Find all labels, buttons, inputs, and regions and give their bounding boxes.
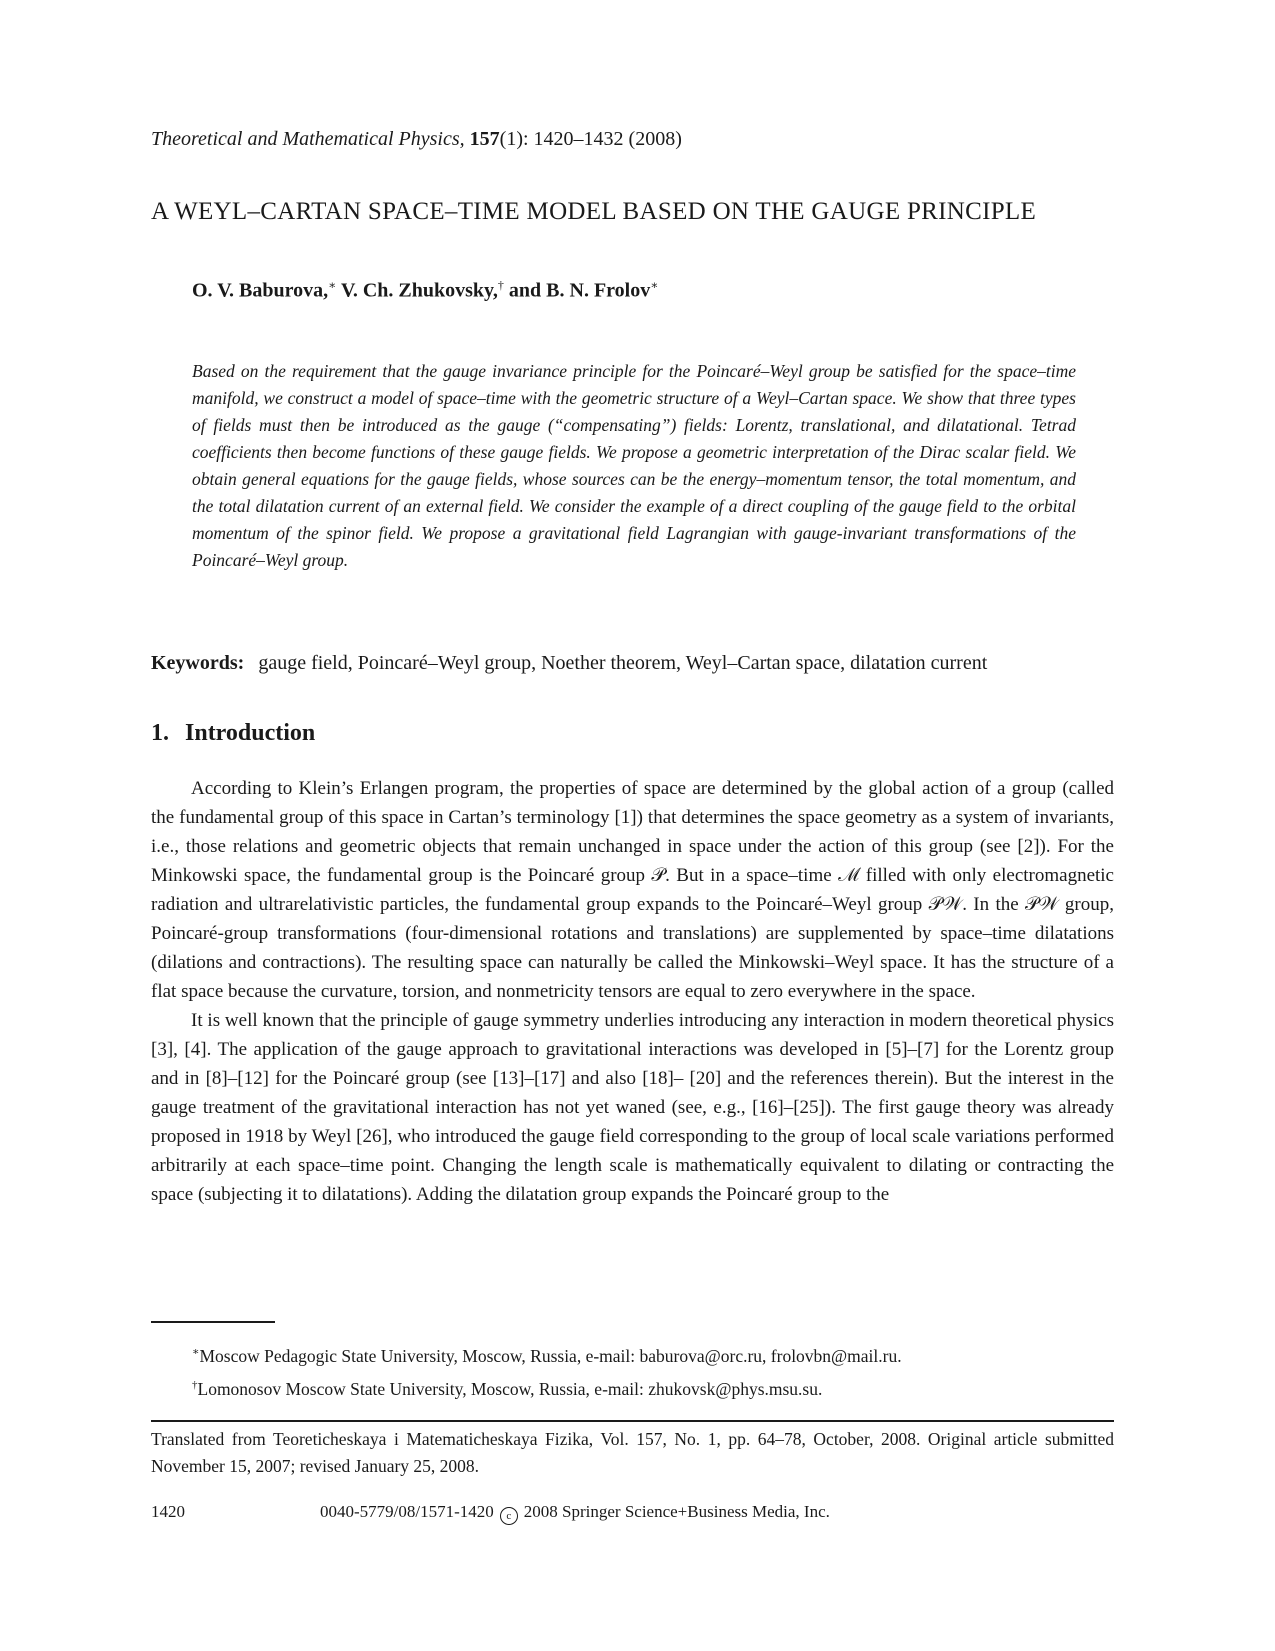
- author-name: O. V. Baburova,: [192, 279, 329, 302]
- footnote: [192, 1338, 1092, 1371]
- affiliation-mark: †: [497, 278, 504, 292]
- footnote-text: Lomonosov Moscow State University, Moscow, Russia, e-mail: zhukovsk@phys.msu.su.: [197, 1378, 823, 1399]
- keywords-text: gauge field, Poincaré–Weyl group, Noether theorem, Weyl–Cartan space, dilatation current: [258, 652, 988, 674]
- footnote-mark: †: [192, 1378, 198, 1391]
- abstract: Based on the requirement that the gauge invariance principle for the Poincaré–Weyl group be satisfied for the space–time manifold, we construct a model of space–time with the geometric structure of a Weyl–Cartan space. We show that three types of fields must then be introduced as the gauge (“compensating”) fields: Lorentz, translational, and dilatational. Tetrad coefficients then become functions of these gauge fields. We propose a geometric interpretation of the Dirac scalar field. We obtain general equations for the gauge fields, whose sources can be the energy–momentum tensor, the total momentum, and the total dilatation current of an external field. We consider the example of a direct coupling of the gauge field to the orbital momentum of the spinor field. We propose a gravitational field Lagrangian with gauge-invariant transformations of the Poincaré–Weyl group.: [192, 361, 1076, 570]
- page-number: 1420: [151, 1502, 185, 1521]
- keywords: [151, 652, 987, 675]
- paragraph: According to Klein’s Erlangen program, the properties of space are determined by the global action of a group (called the fundamental group of this space in Cartan’s terminology [1]) that determines the space geometry as a system of invariants, i.e., those relations and geometric objects that remain unchanged in space under the action of this group (see [2]). For the Minkowski space, the fundamental group is the Poincaré group 𝒫. But in a space–time ℳ filled with only electromagnetic radiation and ultrarelativistic particles, the fundamental group expands to the Poincaré–Weyl group 𝒫𝒲. In the 𝒫𝒲 group, Poincaré-group transformations (four-dimensional rotations and translations) are supplemented by space–time dilatations (dilations and contractions). The resulting space can naturally be called the Minkowski–Weyl space. It has the structure of a flat space because the curvature, torsion, and nonmetricity tensors are equal to zero everywhere in the space.: [151, 778, 1114, 1002]
- author-name: and B. N. Frolov: [508, 279, 651, 302]
- keywords-label: Keywords:: [151, 652, 245, 674]
- journal-name: Theoretical and Mathematical Physics,: [151, 128, 465, 150]
- paragraph: It is well known that the principle of gauge symmetry underlies introducing any interaction in modern theoretical physics [3], [4]. The application of the gauge approach to gravitational interactions was developed in [5]–[7] for the Lorentz group and in [8]–[12] for the Poincaré group (see [13]–[17] and also [18]– [20] and the references therein). But the interest in the gauge treatment of the gravitational interaction has not yet waned (see, e.g., [16]–[25]). The first gauge theory was already proposed in 1918 by Weyl [26], who introduced the gauge field corresponding to the group of local scale variations performed arbitrarily at each space–time point. Changing the length scale is mathematically equivalent to dilating or contracting the space (subjecting it to dilatations). Adding the dilatation group expands the Poincaré group to the: [151, 1010, 1114, 1205]
- footnote: [192, 1371, 1092, 1404]
- section-heading: [151, 720, 315, 747]
- affiliation-mark: ∗: [650, 278, 659, 292]
- footnote-rule: [151, 1321, 275, 1323]
- body-text: [151, 774, 1114, 1209]
- footnote-mark: ∗: [192, 1346, 200, 1358]
- paper-title: A WEYL–CARTAN SPACE–TIME MODEL BASED ON THE GAUGE PRINCIPLE: [151, 198, 1037, 225]
- footnote-text: Moscow Pedagogic State University, Moscow, Russia, e-mail: baburova@orc.ru, frolovbn@mail.ru.: [199, 1345, 902, 1366]
- translation-note: Translated from Teoreticheskaya i Matematicheskaya Fizika, Vol. 157, No. 1, pp. 64–78, October, 2008. Original article submitted November 15, 2007; revised January 25, 2008.: [151, 1429, 1114, 1476]
- copyright-text: 2008 Springer Science+Business Media, Inc.: [523, 1502, 830, 1521]
- journal-volume: 157: [469, 128, 500, 150]
- section-title: Introduction: [185, 720, 316, 746]
- copyright-icon: c: [500, 1507, 518, 1525]
- copyright-line: [320, 1502, 830, 1525]
- section-number: 1.: [151, 720, 169, 746]
- affiliation-mark: ∗: [328, 278, 337, 292]
- journal-issue: (1): 1420–1432 (2008): [499, 128, 682, 150]
- translation-rule: [151, 1420, 1114, 1422]
- issn: 0040-5779/08/1571-1420: [320, 1502, 494, 1521]
- journal-header: [151, 128, 682, 151]
- author-list: [192, 278, 658, 303]
- author-name: V. Ch. Zhukovsky,: [340, 279, 498, 302]
- footnotes: [192, 1338, 1092, 1404]
